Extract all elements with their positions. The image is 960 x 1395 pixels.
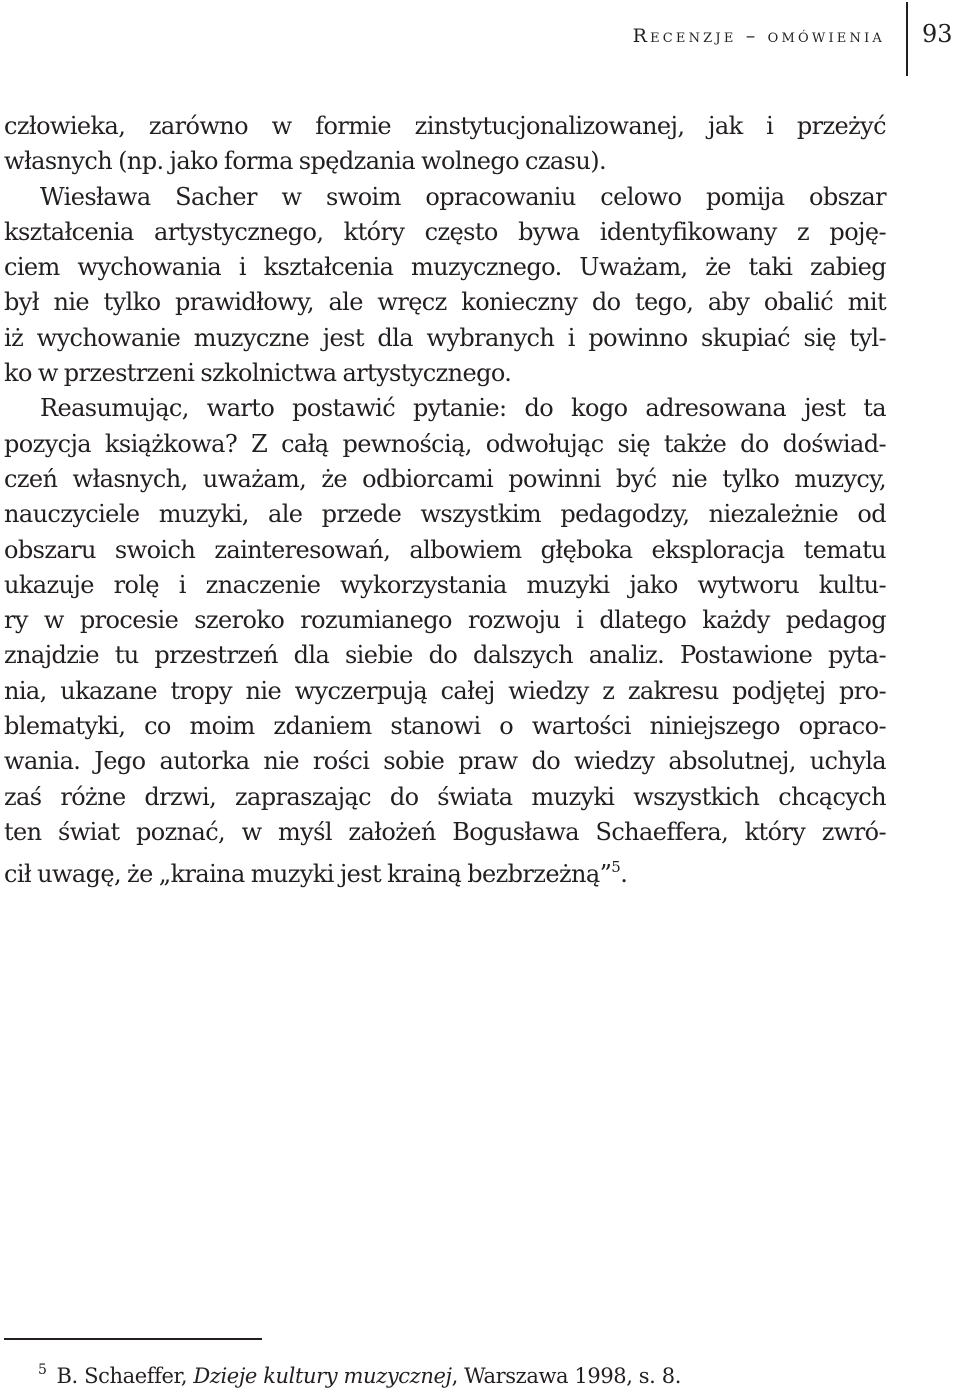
paragraph-start-line: Wiesława Sacher w swoim opracowaniu celowo pomija obszar: [40, 182, 886, 211]
footnote-author: B. Schaeffer,: [56, 1364, 194, 1388]
text-line: był nie tylko prawidłowy, ale wręcz konieczny do tego, aby obalić mit: [4, 288, 886, 317]
footnote-divider: [4, 1338, 262, 1340]
footnote-number: 5: [38, 1362, 47, 1378]
text-line: ten świat poznać, w myśl założeń Bogusława Schaeffera, który zwró-: [4, 817, 886, 846]
footnote-book-title: Dzieje kultury muzycznej: [193, 1364, 452, 1388]
section-title: Recenzje – omówienia: [632, 25, 885, 47]
paragraph-end-line: [4, 850, 886, 892]
text-line: blematyki, co moim zdaniem stanowi o wartości niniejszego opraco-: [4, 712, 886, 741]
text-line: obszaru swoich zainteresowań, albowiem głęboka eksploracja tematu: [4, 535, 886, 564]
text-line: ry w procesie szeroko rozumianego rozwoju i dlatego każdy pedagog: [4, 606, 886, 635]
footnote: [38, 1362, 681, 1388]
text-line: czeń własnych, uważam, że odbiorcami powinni być nie tylko muzycy,: [4, 464, 886, 493]
text-line: ko w przestrzeni szkolnictwa artystycznego.: [4, 359, 512, 388]
header-divider: [906, 2, 908, 76]
text-line: wania. Jego autorka nie rości sobie praw do wiedzy absolutnej, uchyla: [4, 747, 886, 776]
text-line: ciem wychowania i kształcenia muzycznego. Uważam, że taki zabieg: [4, 253, 886, 282]
text-line: zaś różne drzwi, zapraszając do świata muzyki wszystkich chcących: [4, 782, 886, 811]
quote-text: cił uwagę, że „kraina muzyki jest krainą bezbrzeżną”: [4, 860, 612, 889]
text-line: iż wychowanie muzyczne jest dla wybranych i powinno skupiać się tyl-: [4, 323, 886, 352]
body-text: [4, 109, 886, 893]
text-line: kształcenia artystycznego, który często bywa identyfikowany z poję-: [4, 217, 886, 246]
text-line: pozycja książkowa? Z całą pewnością, odwołując się także do doświad-: [4, 429, 886, 458]
footnote-publication: , Warszawa 1998, s. 8.: [451, 1364, 681, 1388]
text-line: ukazuje rolę i znaczenie wykorzystania muzyki jako wytworu kultu-: [4, 570, 886, 599]
text-line: człowieka, zarówno w formie zinstytucjonalizowanej, jak i przeżyć: [4, 112, 886, 140]
text-line: znajdzie tu przestrzeń dla siebie do dalszych analiz. Postawione pyta-: [4, 641, 886, 670]
footnote-reference[interactable]: 5: [611, 858, 621, 877]
text-line: nauczyciele muzyki, ale przede wszystkim pedagodzy, niezależnie od: [4, 500, 886, 529]
text-line: nia, ukazane tropy nie wyczerpują całej wiedzy z zakresu podjętej pro-: [4, 676, 886, 705]
running-head: [0, 0, 960, 80]
paragraph-start-line: Reasumując, warto postawić pytanie: do kogo adresowana jest ta: [40, 394, 886, 423]
sentence-end: .: [620, 860, 628, 889]
text-line: własnych (np. jako forma spędzania wolnego czasu).: [4, 147, 607, 176]
page-number: 93: [922, 20, 953, 48]
